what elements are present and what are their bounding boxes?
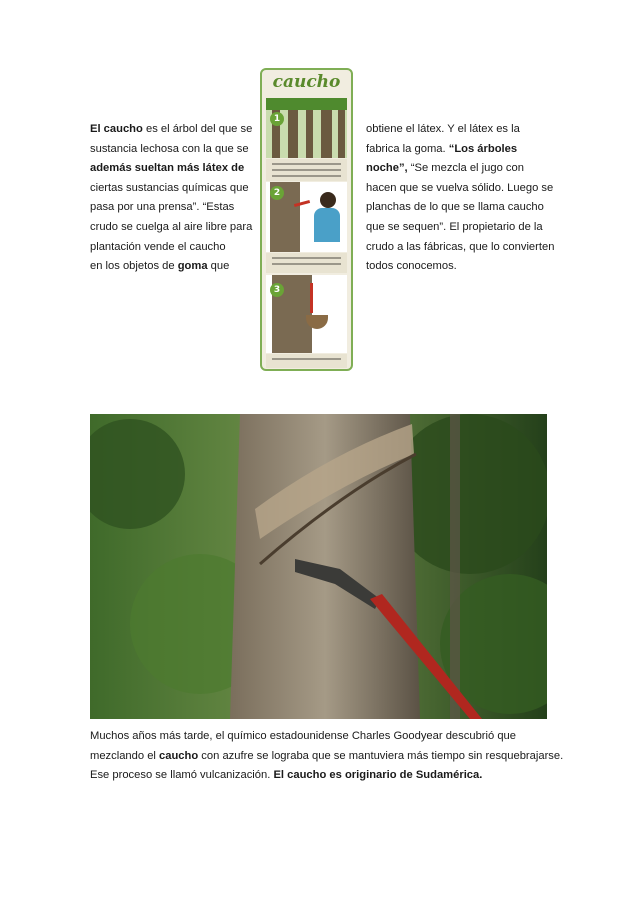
text-line: mezclando el caucho con azufre se lograba que se mantuviera más tiempo sin resquebrajarse. [90,749,564,762]
step-1-panel [266,98,347,158]
text-line: además sueltan más látex de [90,162,245,175]
text-line: pasa por una prensa”. “Estas [90,201,235,214]
infographic-title: caucho [272,72,341,92]
bottom-paragraph [90,727,564,786]
step-3-caption [266,354,347,368]
text-line: Muchos años más tarde, el químico estadounidense Charles Goodyear descubrió que [90,730,516,742]
text-line: en los objetos de goma que [90,260,230,273]
left-text-column [90,120,260,277]
text-line: El caucho es el árbol del que se [90,123,253,135]
step-2-caption [266,253,347,273]
step-2-panel [266,182,347,252]
step-number: 2 [270,186,284,200]
step-3-panel [266,275,347,353]
rubber-tree-tapping-photo [90,414,547,719]
text-line: ciertas sustancias químicas que [90,181,249,194]
text-line: sustancia lechosa con la que se [90,142,249,155]
photo-illustration [90,414,547,719]
text-line: Ese proceso se llamó vulcanización. El caucho es originario de Sudamérica. [90,769,483,782]
step-number: 3 [270,283,284,297]
step-number: 1 [270,112,284,126]
text-line: todos conocemos. [366,260,457,273]
text-line: noche”, “Se mezcla el jugo con [366,162,524,175]
text-line: hacen que se vuelva sólido. Luego se [366,181,554,194]
text-line: que se sequen”. El propietario de la [366,220,543,233]
text-line: obtiene el látex. Y el látex es la [366,123,520,135]
step-1-caption [266,159,347,181]
text-line: planchas de lo que se llama caucho [366,201,544,214]
right-text-column [366,120,556,277]
text-line: crudo a las fábricas, que lo convierten [366,240,555,253]
text-line: crudo se cuelga al aire libre para [90,220,253,233]
text-line: plantación vende el caucho [90,240,226,253]
text-line: fabrica la goma. “Los árboles [366,142,518,155]
caucho-infographic [260,68,353,371]
